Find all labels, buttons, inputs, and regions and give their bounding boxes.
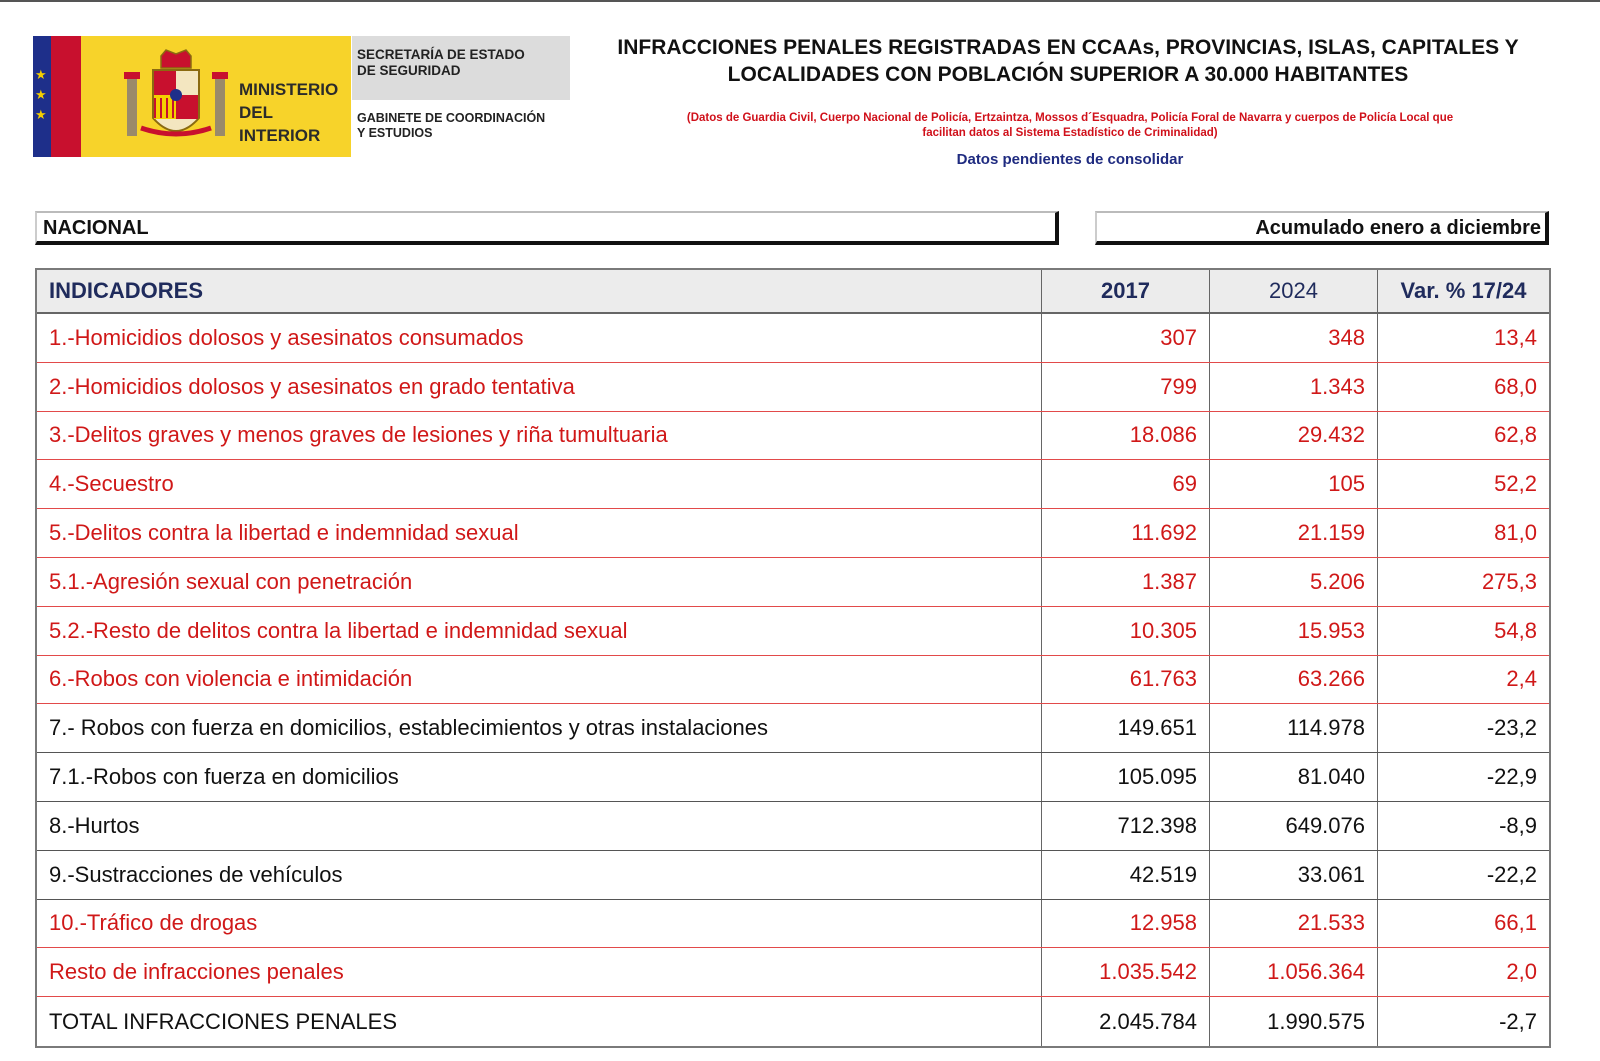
report-title-line1: INFRACCIONES PENALES REGISTRADAS EN CCAAs, PROVINCIAS, ISLAS, CAPITALES Y xyxy=(617,36,1519,59)
gabinete-title xyxy=(357,111,545,141)
header-2024: 2024 xyxy=(1210,270,1378,312)
value-2017: 149.651 xyxy=(1042,704,1210,752)
top-rule xyxy=(0,0,1600,2)
secretaria-title xyxy=(357,47,525,79)
secretaria-line2: DE SEGURIDAD xyxy=(357,63,461,78)
ministry-name xyxy=(239,78,351,147)
table-row xyxy=(37,412,1549,461)
flag-band xyxy=(33,36,81,157)
ministry-logo xyxy=(33,36,351,157)
value-2017: 42.519 xyxy=(1042,851,1210,899)
value-2024: 1.056.364 xyxy=(1210,948,1378,996)
sources-line2: facilitan datos al Sistema Estadístico de Criminalidad) xyxy=(922,127,1218,139)
value-2024: 5.206 xyxy=(1210,558,1378,606)
value-2017: 1.387 xyxy=(1042,558,1210,606)
report-title-line2: LOCALIDADES CON POBLACIÓN SUPERIOR A 30.000 HABITANTES xyxy=(727,63,1409,86)
value-2017: 69 xyxy=(1042,460,1210,508)
star-icon: ★ xyxy=(35,87,47,102)
value-2017: 307 xyxy=(1042,314,1210,362)
indicator-label: 1.-Homicidios dolosos y asesinatos consumados xyxy=(37,314,1042,362)
variation-percent: -2,7 xyxy=(1499,1008,1537,1034)
ministry-name-line1: MINISTERIO xyxy=(239,80,339,99)
value-2024: 348 xyxy=(1210,314,1378,362)
secretaria-line1: SECRETARÍA DE ESTADO xyxy=(357,47,525,62)
value-2024: 21.533 xyxy=(1210,900,1378,948)
indicator-label: 6.-Robos con violencia e intimidación xyxy=(37,656,1042,704)
value-2024: 29.432 xyxy=(1210,412,1378,460)
value-2024: 21.159 xyxy=(1210,509,1378,557)
value-2017: 12.958 xyxy=(1042,900,1210,948)
value-2024: 114.978 xyxy=(1210,704,1378,752)
value-2017: 1.035.542 xyxy=(1042,948,1210,996)
table-row xyxy=(37,509,1549,558)
logo-yellow-panel xyxy=(81,36,351,157)
variation-percent: 54,8 xyxy=(1494,617,1537,643)
indicator-label: 7.1.-Robos con fuerza en domicilios xyxy=(37,753,1042,801)
table-row xyxy=(37,656,1549,705)
table-row xyxy=(37,753,1549,802)
indicator-label: 10.-Tráfico de drogas xyxy=(37,900,1042,948)
table-row xyxy=(37,997,1549,1046)
table-row xyxy=(37,607,1549,656)
value-2017: 11.692 xyxy=(1042,509,1210,557)
indicator-label: 9.-Sustracciones de vehículos xyxy=(37,851,1042,899)
variation-percent: 2,4 xyxy=(1506,666,1537,692)
value-2024: 649.076 xyxy=(1210,802,1378,850)
header-2017: 2017 xyxy=(1042,270,1210,312)
variation-percent: 52,2 xyxy=(1494,471,1537,497)
variation-percent: 13,4 xyxy=(1494,324,1537,350)
value-2024: 105 xyxy=(1210,460,1378,508)
value-2024: 15.953 xyxy=(1210,607,1378,655)
variation-percent: -8,9 xyxy=(1499,812,1537,838)
table-row xyxy=(37,948,1549,997)
variation-percent: 275,3 xyxy=(1481,568,1537,594)
value-2024: 33.061 xyxy=(1210,851,1378,899)
indicator-label: TOTAL INFRACCIONES PENALES xyxy=(37,997,1042,1046)
indicator-label: 5.2.-Resto de delitos contra la libertad e indemnidad sexual xyxy=(37,607,1042,655)
value-2017: 61.763 xyxy=(1042,656,1210,704)
value-2024: 81.040 xyxy=(1210,753,1378,801)
table-row xyxy=(37,802,1549,851)
indicator-label: 7.- Robos con fuerza en domicilios, establecimientos y otras instalaciones xyxy=(37,704,1042,752)
indicator-label: 2.-Homicidios dolosos y asesinatos en grado tentativa xyxy=(37,363,1042,411)
value-2017: 18.086 xyxy=(1042,412,1210,460)
value-2024: 63.266 xyxy=(1210,656,1378,704)
scope-period: Acumulado enero a diciembre xyxy=(1095,211,1549,245)
pending-note: Datos pendientes de consolidar xyxy=(956,151,1184,168)
indicator-label: 4.-Secuestro xyxy=(37,460,1042,508)
table-header-row xyxy=(37,270,1549,314)
table-row xyxy=(37,314,1549,363)
variation-percent: -22,9 xyxy=(1486,764,1537,790)
value-2017: 2.045.784 xyxy=(1042,997,1210,1046)
table-row xyxy=(37,460,1549,509)
value-2024: 1.990.575 xyxy=(1210,997,1378,1046)
scope-region: NACIONAL xyxy=(35,211,1059,245)
indicator-label: 8.-Hurtos xyxy=(37,802,1042,850)
variation-percent: 62,8 xyxy=(1494,422,1537,448)
value-2017: 799 xyxy=(1042,363,1210,411)
indicator-label: Resto de infracciones penales xyxy=(37,948,1042,996)
variation-percent: 66,1 xyxy=(1494,910,1537,936)
variation-percent: -22,2 xyxy=(1486,861,1537,887)
table-row xyxy=(37,900,1549,949)
table-row xyxy=(37,558,1549,607)
value-2017: 10.305 xyxy=(1042,607,1210,655)
variation-percent: 81,0 xyxy=(1494,520,1537,546)
value-2017: 105.095 xyxy=(1042,753,1210,801)
indicator-label: 3.-Delitos graves y menos graves de lesiones y riña tumultuaria xyxy=(37,412,1042,460)
table-body xyxy=(37,314,1549,1046)
variation-percent: 68,0 xyxy=(1494,373,1537,399)
variation-percent: -23,2 xyxy=(1486,715,1537,741)
variation-percent: 2,0 xyxy=(1506,959,1537,985)
star-icon: ★ xyxy=(35,67,47,82)
ministry-name-line2: DEL INTERIOR xyxy=(239,103,321,145)
indicator-label: 5.1.-Agresión sexual con penetración xyxy=(37,558,1042,606)
gabinete-line1: GABINETE DE COORDINACIÓN xyxy=(357,111,546,125)
gabinete-line2: Y ESTUDIOS xyxy=(357,126,433,140)
header-indicadores: INDICADORES xyxy=(37,270,1042,312)
sources-line1: (Datos de Guardia Civil, Cuerpo Nacional de Policía, Ertzaintza, Mossos d´Esquadra, Policía Foral de Navarra y cuerpos de Policía Local que xyxy=(686,112,1454,124)
report-title xyxy=(588,34,1548,88)
star-icon: ★ xyxy=(35,107,47,122)
value-2024: 1.343 xyxy=(1210,363,1378,411)
table-row xyxy=(37,851,1549,900)
coat-of-arms-icon xyxy=(121,48,231,148)
indicator-label: 5.-Delitos contra la libertad e indemnidad sexual xyxy=(37,509,1042,557)
value-2017: 712.398 xyxy=(1042,802,1210,850)
data-sources-note xyxy=(610,111,1530,141)
table-row xyxy=(37,363,1549,412)
header-variation: Var. % 17/24 xyxy=(1400,278,1527,303)
table-row xyxy=(37,704,1549,753)
indicators-table xyxy=(35,268,1551,1048)
